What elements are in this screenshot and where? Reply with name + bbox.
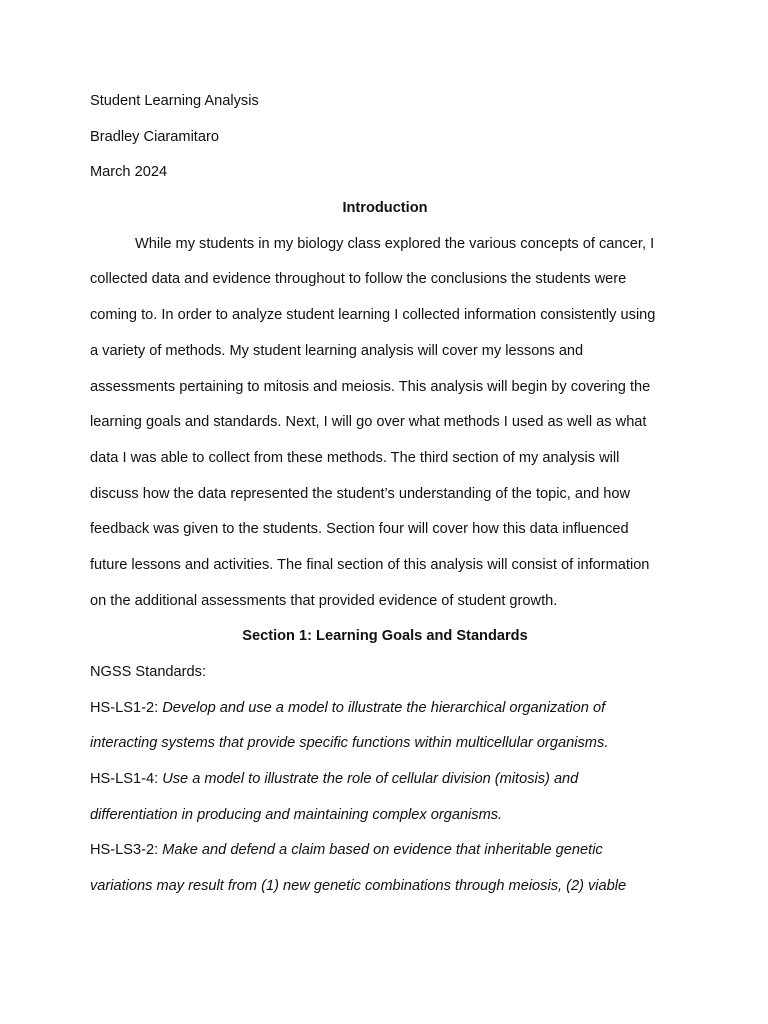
standard-code: HS-LS3-2: xyxy=(90,842,163,859)
document-page xyxy=(90,84,680,905)
paragraph-line: data I was able to collect from these methods. The third section of my analysis will xyxy=(90,449,620,466)
paragraph-line: learning goals and standards. Next, I will go over what methods I used as well as what xyxy=(90,414,647,431)
paragraph-line: feedback was given to the students. Section four will cover how this data influenced xyxy=(90,521,629,538)
standard-line xyxy=(90,762,680,798)
introduction-paragraph xyxy=(90,227,680,620)
paragraph-line: discuss how the data represented the student’s understanding of the topic, and how xyxy=(90,485,631,502)
section-1-heading: Section 1: Learning Goals and Standards xyxy=(242,628,528,645)
document-date: March 2024 xyxy=(90,164,168,181)
standard-description-continued: differentiation in producing and maintaining complex organisms. xyxy=(90,806,503,823)
standard-description: Develop and use a model to illustrate the hierarchical organization of xyxy=(162,699,606,716)
paragraph-line: on the additional assessments that provided evidence of student growth. xyxy=(90,592,558,609)
paragraph-line: future lessons and activities. The final section of this analysis will consist of information xyxy=(90,556,650,573)
paragraph-line: collected data and evidence throughout to follow the conclusions the students were xyxy=(90,271,627,288)
standard-line xyxy=(90,833,680,869)
standard-code: HS-LS1-4: xyxy=(90,771,163,788)
introduction-heading: Introduction xyxy=(342,200,428,217)
paragraph-line: While my students in my biology class explored the various concepts of cancer, I xyxy=(135,235,655,252)
paragraph-line: a variety of methods. My student learning analysis will cover my lessons and xyxy=(90,342,584,359)
standard-description: Make and defend a claim based on evidence that inheritable genetic xyxy=(162,842,603,859)
ngss-standards-label: NGSS Standards: xyxy=(90,664,206,680)
standard-hs-ls3-2 xyxy=(90,833,680,904)
paragraph-line: assessments pertaining to mitosis and meiosis. This analysis will begin by covering the xyxy=(90,378,651,395)
standard-code: HS-LS1-2: xyxy=(90,699,163,716)
author-name: Bradley Ciaramitaro xyxy=(90,128,219,145)
standard-description-continued: variations may result from (1) new genetic combinations through meiosis, (2) viable xyxy=(90,878,627,895)
standard-hs-ls1-4 xyxy=(90,762,680,833)
document-title: Student Learning Analysis xyxy=(90,93,259,109)
paragraph-line: coming to. In order to analyze student learning I collected information consistently using xyxy=(90,307,656,324)
standard-line xyxy=(90,691,680,727)
standard-description-continued: interacting systems that provide specific functions within multicellular organisms. xyxy=(90,735,609,752)
standard-description: Use a model to illustrate the role of cellular division (mitosis) and xyxy=(162,771,579,788)
standard-hs-ls1-2 xyxy=(90,691,680,762)
